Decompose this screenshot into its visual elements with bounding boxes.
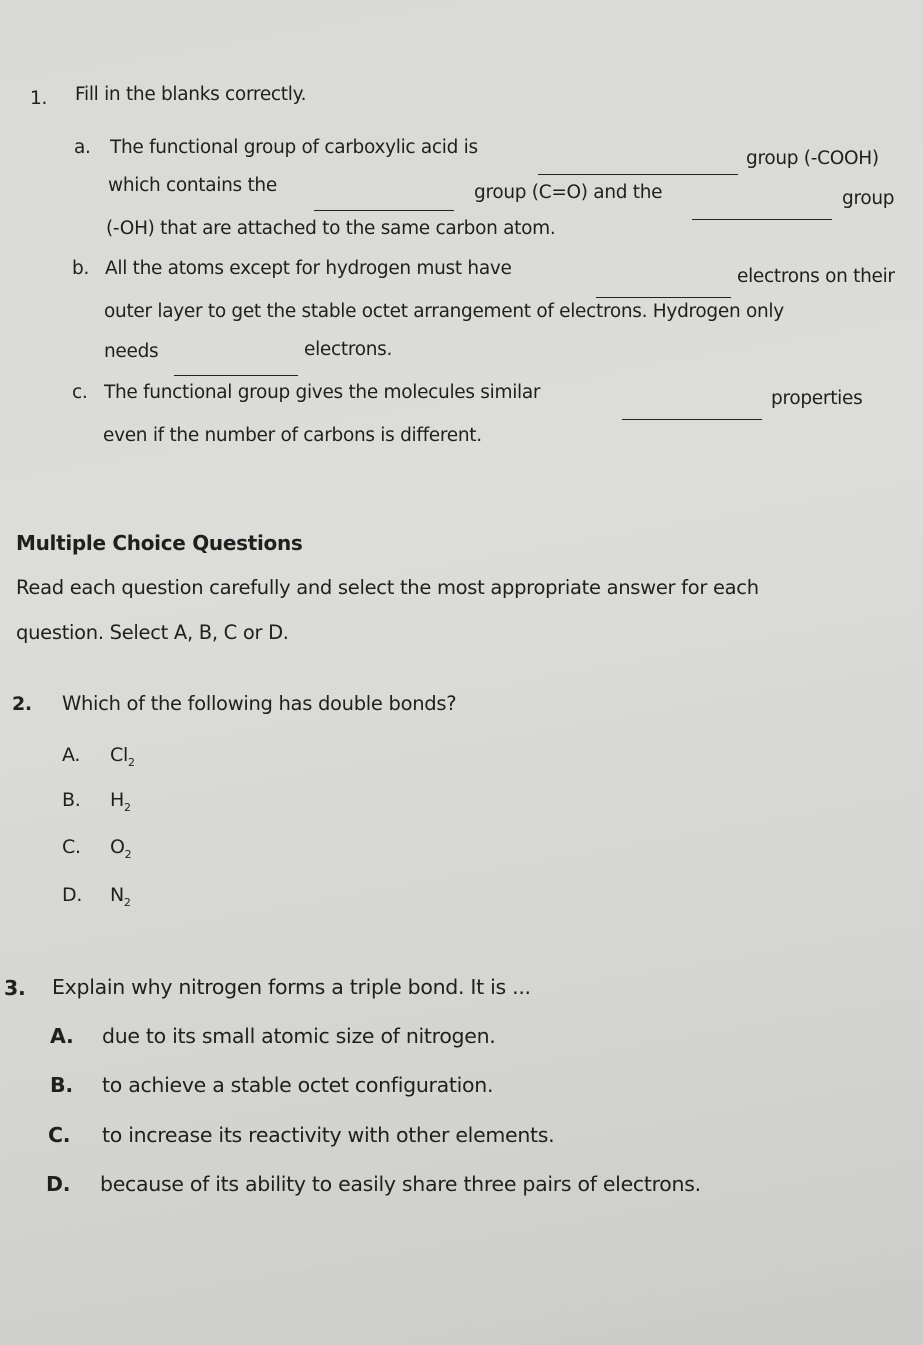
- text: even if the number of carbons is different.: [103, 425, 482, 446]
- text: The functional group of carboxylic acid is: [110, 137, 478, 158]
- answer-blank[interactable]: [692, 204, 832, 225]
- option-text: to increase its reactivity with other elements.: [102, 1123, 555, 1147]
- formula: $O_2$: [110, 836, 132, 861]
- instructions: question. Select A, B, C or D.: [16, 621, 289, 644]
- option-letter: C.: [62, 836, 81, 858]
- part-label: c.: [72, 382, 88, 403]
- option-letter: D.: [62, 884, 83, 906]
- option-letter: D.: [46, 1172, 71, 1196]
- option-b[interactable]: [62, 789, 131, 814]
- option-c[interactable]: [62, 836, 132, 861]
- question-number: 2.: [12, 693, 32, 715]
- answer-blank[interactable]: [596, 282, 731, 303]
- question-text: Which of the following has double bonds?: [62, 692, 457, 715]
- option-b[interactable]: [50, 1073, 494, 1097]
- text: All the atoms except for hydrogen must have: [105, 258, 512, 279]
- option-text: because of its ability to easily share three pairs of electrons.: [100, 1172, 701, 1196]
- question-number: 3.: [4, 976, 26, 1000]
- answer-blank[interactable]: [174, 360, 298, 381]
- part-label: b.: [72, 258, 90, 279]
- formula: $H_2$: [110, 789, 131, 814]
- answer-blank[interactable]: [538, 159, 738, 180]
- text: which contains the: [108, 175, 277, 196]
- answer-blank[interactable]: [314, 195, 454, 216]
- text: group (-COOH): [746, 148, 879, 169]
- option-a[interactable]: [50, 1024, 496, 1048]
- question-text: Explain why nitrogen forms a triple bond. It is ...: [52, 975, 531, 999]
- option-d[interactable]: [62, 884, 131, 909]
- text: electrons.: [304, 339, 393, 360]
- option-c[interactable]: [48, 1123, 555, 1147]
- text: group (C=O) and the: [474, 182, 663, 203]
- option-d[interactable]: [46, 1172, 701, 1196]
- option-letter: B.: [50, 1073, 73, 1097]
- text: The functional group gives the molecules similar: [104, 382, 541, 403]
- instructions: Read each question carefully and select the most appropriate answer for each: [16, 576, 759, 599]
- text: group: [842, 188, 895, 209]
- option-letter: B.: [62, 789, 81, 811]
- option-letter: A.: [50, 1024, 74, 1048]
- option-letter: C.: [48, 1123, 71, 1147]
- formula: $Cl_2$: [110, 744, 135, 769]
- text: electrons on their: [737, 266, 895, 287]
- part-label: a.: [74, 137, 91, 158]
- text: needs: [104, 341, 159, 362]
- option-a[interactable]: [62, 744, 135, 769]
- text: properties: [771, 388, 863, 409]
- option-text: to achieve a stable octet configuration.: [102, 1073, 494, 1097]
- text: (-OH) that are attached to the same carbon atom.: [106, 218, 556, 239]
- question-number: 1.: [30, 88, 48, 109]
- question-prompt: Fill in the blanks correctly.: [75, 84, 307, 105]
- answer-blank[interactable]: [622, 404, 762, 425]
- option-text: due to its small atomic size of nitrogen.: [102, 1024, 496, 1048]
- text: outer layer to get the stable octet arrangement of electrons. Hydrogen only: [104, 301, 784, 322]
- option-letter: A.: [62, 744, 81, 766]
- section-heading: Multiple Choice Questions: [16, 531, 303, 555]
- formula: $N_2$: [110, 884, 131, 909]
